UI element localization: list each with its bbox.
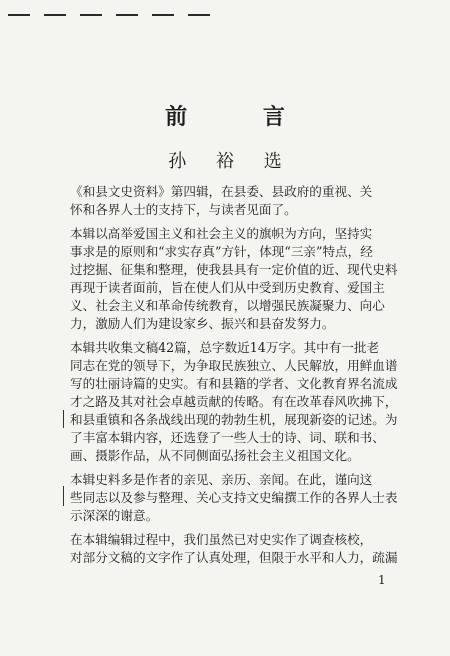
paragraph-line: 义、社会主义和革命传统教育，以增强民族凝聚力、向心: [70, 298, 385, 313]
paragraph-line: 怀和各界人士的支持下，与读者见面了。: [70, 202, 297, 217]
scan-edge-mark: [116, 14, 138, 16]
paragraph-line: 对部分文稿的文字作了认真处理，但限于水平和人力，疏漏: [70, 550, 398, 565]
paragraph-line: 了丰富本辑内容，还选登了一些人士的诗、词、联和书、: [70, 430, 385, 445]
scan-edge-mark: [44, 14, 66, 16]
paragraph-line: 本辑共收集文稿42篇，总字数近14万字。其中有一批老: [70, 340, 380, 355]
paragraph-line: 本辑史料多是作者的亲见、亲历、亲闻。在此，谨向这: [70, 472, 373, 487]
paragraph-line: 再现于读者面前，旨在使人们从中受到历史教育、爱国主: [70, 280, 385, 295]
paragraph-line: 过挖掘、征集和整理，使我县具有一定价值的近、现代史料: [70, 262, 398, 277]
scan-edge-mark: [152, 14, 174, 16]
paragraph-line: 些同志以及参与整理、关心支持文史编撰工作的各界人士表: [70, 490, 398, 505]
paragraph-line: 写的壮丽诗篇的史实。有和县籍的学者、文化教育界名流成: [70, 376, 398, 391]
margin-mark: [63, 486, 64, 506]
margin-mark: [63, 410, 64, 428]
scan-edge-mark: [80, 14, 102, 16]
paragraph-line: 画、摄影作品，从不同侧面弘扬社会主义祖国文化。: [70, 448, 360, 463]
paragraph-line: 力，激励人们为建设家乡、振兴和县奋发努力。: [70, 316, 335, 331]
page-number: 1: [378, 573, 386, 587]
paragraph-line: 本辑以高举爱国主义和社会主义的旗帜为方向，坚持实: [70, 226, 373, 241]
author-name: 孙 裕 选: [168, 151, 294, 172]
scan-edge-mark: [188, 14, 210, 16]
paragraph-line: 《和县文史资料》第四辑，在县委、县政府的重视、关: [70, 184, 373, 199]
page-title: 前 言: [165, 104, 319, 130]
paragraph-line: 同志在党的领导下，为争取民族独立、人民解放，用鲜血谱: [70, 358, 398, 373]
paragraph-line: 才之路及其对社会卓越贡献的传略。有在改革春风吹拂下，: [70, 394, 398, 409]
paragraph-line: 示深深的谢意。: [70, 508, 159, 523]
paragraph-line: 在本辑编辑过程中，我们虽然已对史实作了调查核校，: [70, 532, 373, 547]
paragraph-line: 事求是的原则和“求实存真”方针，体现“三亲”特点，经: [70, 244, 373, 259]
paragraph-line: 和县重镇和各条战线出现的勃勃生机，展现新姿的记述。为: [70, 412, 398, 427]
scan-edge-mark: [8, 14, 30, 16]
